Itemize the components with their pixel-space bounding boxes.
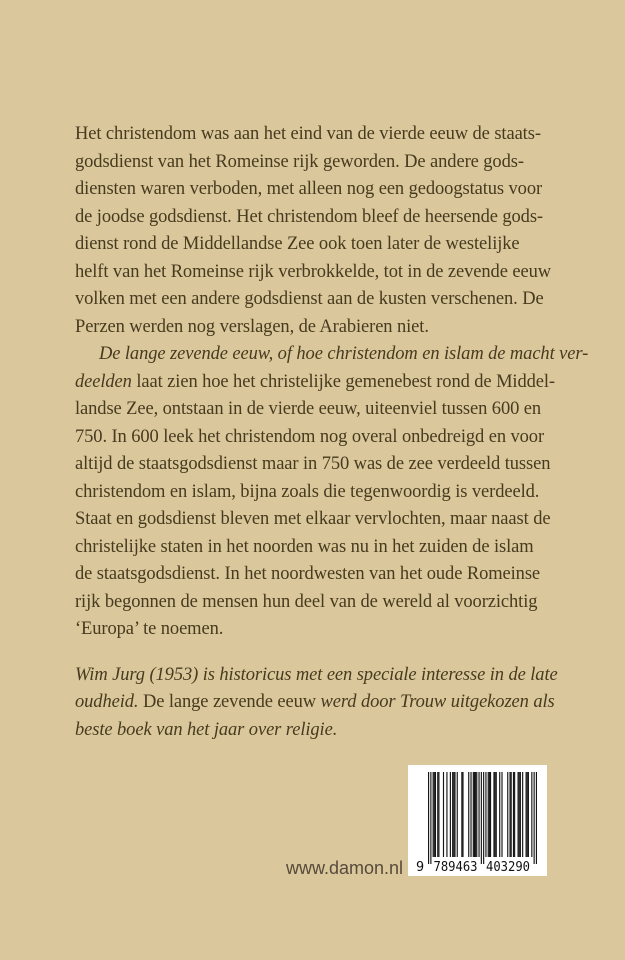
text-line: christendom en islam, bijna zoals die tegenwoordig is verdeeld. [75, 481, 540, 502]
text-line: landse Zee, ontstaan in de vierde eeuw, uiteenviel tussen 600 en [75, 399, 542, 419]
barcode-bar [509, 772, 510, 857]
barcode-bar [468, 772, 469, 857]
barcode-bar [438, 772, 439, 857]
barcode-bar [536, 772, 537, 864]
text-line: altijd de staatsgodsdienst maar in 750 was de zee verdeeld tussen [75, 454, 551, 474]
barcode-bar [534, 772, 535, 864]
text-line: de staatsgodsdienst. In het noordwesten van het oude Romeinse [75, 564, 541, 584]
barcode-bar [462, 772, 463, 857]
barcode-bar [499, 772, 500, 857]
barcode-bar [511, 772, 512, 857]
barcode-bar [474, 772, 475, 857]
barcode-bar [437, 772, 438, 857]
barcode-bar [513, 772, 514, 857]
text-line: Staat en godsdienst bleven met elkaar vervlochten, maar naast de [75, 509, 551, 529]
barcode-bar [527, 772, 528, 857]
barcode-bar [522, 772, 523, 857]
barcode-bar [434, 772, 435, 857]
barcode-bar [435, 772, 436, 857]
blurb-paragraph-2 [75, 341, 589, 644]
text-line: Het christendom was aan het eind van de vierde eeuw de staats- [75, 124, 541, 144]
barcode-bar [485, 772, 486, 857]
barcode-bar [520, 772, 521, 857]
text-line: diensten waren verboden, met alleen nog een gedoogstatus voor [75, 179, 543, 199]
text-line: oudheid. De lange zevende eeuw werd door Trouw uitgekozen als [75, 692, 555, 712]
barcode-bar [489, 772, 490, 857]
barcode-bar [514, 772, 515, 857]
barcode-bar [453, 772, 454, 857]
text-line: de joodse godsdienst. Het christendom bleef de heersende gods- [75, 206, 543, 227]
isbn-barcode [408, 765, 547, 876]
blurb-paragraph-1 [75, 121, 570, 341]
barcode-bar [446, 772, 447, 857]
text-line: godsdienst van het Romeinse rijk geworden. De andere gods- [75, 151, 524, 172]
barcode-digits: 403290 [486, 859, 530, 875]
barcode-bar [501, 772, 502, 857]
barcode-bar [478, 772, 479, 857]
publisher-website-url: www.damon.nl [286, 858, 404, 878]
barcode-bar [481, 772, 482, 864]
barcode-bar [528, 772, 529, 857]
text-line: beste boek van het jaar over religie. [75, 719, 338, 740]
text-line: 750. In 600 leek het christendom nog overal onbedreigd en voor [75, 426, 545, 447]
barcode-bar [475, 772, 476, 857]
barcode-bar [490, 772, 491, 857]
barcode-bar [531, 772, 532, 857]
barcode-bar [457, 772, 458, 857]
text-line: deelden laat zien hoe het christelijke gemenebest rond de Middel- [75, 371, 555, 392]
barcode-bar [473, 772, 474, 857]
barcode-digits: 9 [416, 859, 425, 875]
text-line: helft van het Romeinse rijk verbrokkelde, tot in de zevende eeuw [75, 261, 551, 282]
text-line: ‘Europa’ te noemen. [75, 619, 224, 639]
barcode-bar [488, 772, 489, 857]
text-line: christelijke staten in het noorden was nu in het zuiden de islam [75, 536, 534, 557]
barcode-bar [452, 772, 453, 857]
barcode-bar [496, 772, 497, 857]
barcode-bar [507, 772, 508, 857]
text-line: rijk begonnen de mensen hun deel van de wereld al voorzichtig [75, 591, 538, 612]
barcode-bar [517, 772, 518, 857]
barcode-digits: 789463 [433, 859, 478, 875]
barcode-bar [526, 772, 527, 857]
barcode-bar [428, 772, 429, 864]
barcode-bar [443, 772, 444, 857]
text-line: De lange zevende eeuw, of hoe christendom en islam de macht ver- [99, 344, 589, 364]
barcode-bar [519, 772, 520, 857]
text-line: volken met een andere godsdienst aan de kusten verschenen. De [75, 289, 544, 309]
barcode-bar [430, 772, 431, 864]
barcode-bar [495, 772, 496, 857]
barcode-bar [483, 772, 484, 864]
text-line: dienst rond de Middellandse Zee ook toen later de westelijke [75, 234, 520, 254]
text-line: Wim Jurg (1953) is historicus met een speciale interesse in de late [75, 664, 558, 685]
barcode-bar [470, 772, 471, 857]
barcode-bar [493, 772, 494, 857]
barcode-bar [433, 772, 434, 857]
barcode-bar [450, 772, 451, 857]
barcode-image [408, 765, 547, 876]
barcode-bar [461, 772, 462, 857]
text-line: Perzen werden nog verslagen, de Arabieren niet. [75, 316, 429, 337]
barcode-bar [476, 772, 477, 857]
author-bio [75, 662, 570, 745]
barcode-bar [454, 772, 455, 857]
back-cover-blurb [75, 121, 589, 744]
